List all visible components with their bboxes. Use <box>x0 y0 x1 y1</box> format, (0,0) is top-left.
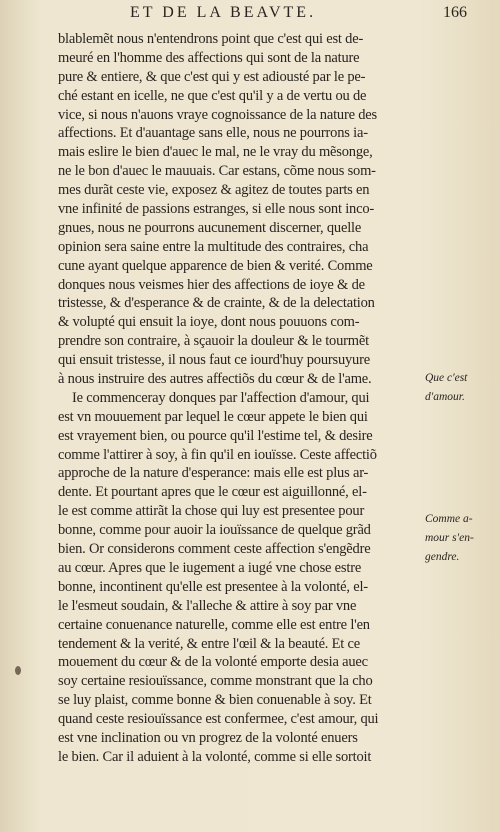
margin-note-engendre <box>425 510 499 567</box>
paragraph-2 <box>58 389 430 767</box>
margin-note-line: Que c'est <box>425 372 468 384</box>
text-line: dente. Et pourtant apres que le cœur est aiguillonné, el- <box>58 484 367 501</box>
text-line: le bien. Car il aduient à la volonté, comme si elle sortoit <box>58 748 372 765</box>
text-line: soy certaine resiouïssance, comme monstrant que la cho <box>58 673 373 690</box>
text-line: est vne inclination ou vn progrez de la volonté enuers <box>58 729 358 746</box>
text-line: bien. Or considerons comment ceste affection s'engẽdre <box>58 541 371 558</box>
margin-note-amour <box>425 369 499 407</box>
text-line: se luy plaist, comme bonne & bien conuenable à soy. Et <box>58 692 372 709</box>
margin-note-line: gendre. <box>425 550 460 563</box>
text-line: & volupté qui ensuit la ioye, dont nous pouuons com- <box>58 314 360 331</box>
text-line: ché estant en icelle, ne que c'est qu'il y a de vertu ou de <box>58 87 367 104</box>
text-line: donques nous veismes hier des affections de ioye & de <box>58 276 365 293</box>
margin-note-line: Comme a- <box>425 513 473 525</box>
text-line: approche de la nature d'esperance: mais elle est plus ar- <box>58 465 369 482</box>
text-line: au cœur. Apres que le iugement a iugé vne chose estre <box>58 559 362 576</box>
page-header <box>0 4 500 28</box>
text-line: Ie commenceray donques par l'affection d'amour, qui <box>72 389 370 406</box>
text-line: prendre son contraire, à sçauoir la douleur & le tourmẽt <box>58 333 369 350</box>
text-line: cune ayant quelque apparence de bien & verité. Comme <box>58 257 373 274</box>
margin-note-line: mour s'en- <box>425 531 474 544</box>
text-line: ne le bon d'auec le mauuais. Car estans, cõme nous som- <box>58 163 376 180</box>
text-line: meuré en l'homme des affections qui sont de la nature <box>58 49 360 66</box>
text-line: est vrayement bien, ou pource qu'il l'estime tel, & desire <box>58 427 373 444</box>
text-line: le l'esmeut soudain, & l'alleche & attire à soy par vne <box>58 597 357 614</box>
text-line: gnues, nous ne pourrons aucunement discerner, quelle <box>58 219 362 236</box>
text-line: tristesse, & d'esperance & de crainte, & de la delectation <box>58 295 375 312</box>
text-line: comme l'attirer à soy, à fin qu'il en iouïsse. Ceste affectiõ <box>58 446 377 463</box>
text-line: bonne, incontinent qu'elle est presentee à la volonté, el- <box>58 578 368 595</box>
text-line: bonne, comme pour auoir la iouïssance de quelque grãd <box>58 522 371 539</box>
text-line: blablemẽt nous n'entendrons point que c'est qui est de- <box>58 31 364 47</box>
main-text <box>58 30 430 767</box>
text-line: est vn mouuement par lequel le cœur appete le bien qui <box>58 408 368 425</box>
text-line: opinion sera saine entre la multitude des contraires, cha <box>58 238 369 255</box>
text-line: mouement du cœur & de la volonté emporte desia auec <box>58 654 368 671</box>
text-line: mes durãt ceste vie, exposez & agitez de toutes parts en <box>58 182 370 199</box>
text-line: tendement & la verité, & entre l'œil & la beauté. Et ce <box>58 635 361 652</box>
text-line: qui ensuit tristesse, il nous faut ce iourd'huy poursuyure <box>58 352 370 369</box>
margin-note-line: d'amour. <box>425 390 465 403</box>
text-line: vice, si nous n'auons vraye cognoissance de la nature des <box>58 106 377 123</box>
text-line: à nous instruire des autres affectiõs du cœur & de l'ame. <box>58 371 372 388</box>
text-line: vne infinité de passions estranges, si elle nous sont inco- <box>58 201 375 218</box>
text-line: quand ceste resiouïssance est confermee, c'est amour, qui <box>58 711 379 728</box>
paragraph-1 <box>58 30 430 389</box>
text-line: pure & entiere, & que c'est qui y est adiousté par le pe- <box>58 68 366 85</box>
text-line: mais eslire le bien d'auec le mal, ne le vray du mẽsonge, <box>58 144 373 161</box>
ink-blot <box>15 666 21 675</box>
running-head: ET DE LA BEAVTE. <box>130 4 317 21</box>
text-line: certaine conuenance naturelle, comme elle est entre l'en <box>58 616 370 633</box>
page-number: 166 <box>443 4 467 21</box>
text-line: affections. Et d'auantage sans elle, nous ne pourrons ia- <box>58 125 368 142</box>
text-line: le est comme attirãt la chose qui luy est presentee pour <box>58 503 365 520</box>
